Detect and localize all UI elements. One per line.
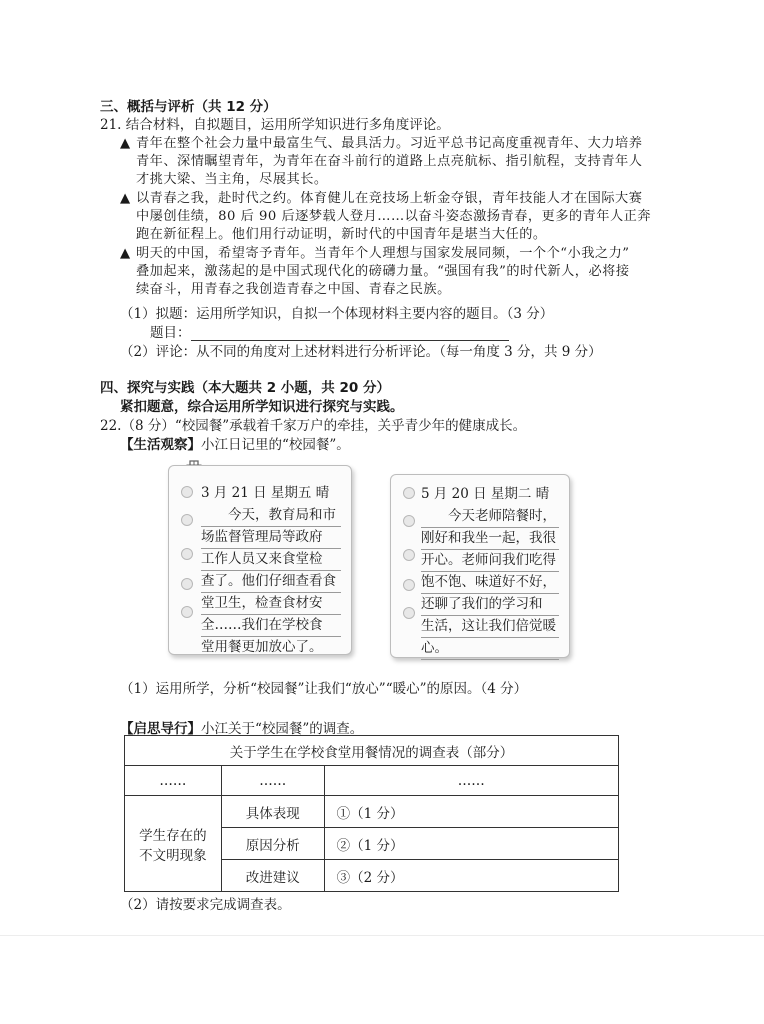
binder-hole-icon: [181, 548, 193, 560]
binder-hole-icon: [181, 578, 193, 590]
section-3-heading: 三、概括与评析（共 12 分）: [100, 99, 277, 115]
table-ellipsis-cell: ……: [324, 766, 618, 796]
diary-1-line: 堂卫生，检查食材安: [201, 592, 341, 615]
title-answer-row: [150, 321, 509, 341]
question-21-sub-1: （1）拟题：运用所学知识，自拟一个体现材料主要内容的题目。（3 分）: [120, 306, 554, 322]
section-4-heading: 四、探究与实践（本大题共 2 小题，共 20 分）: [100, 380, 390, 396]
material-2-line-3: 跑在新征程上。他们用行动证明，新时代的中国青年是堪当大任的。: [136, 227, 547, 242]
diary-1-line: 全……我们在学校食: [201, 614, 341, 637]
binder-hole-icon: [403, 607, 415, 619]
survey-table: [124, 735, 619, 892]
material-3-line-1: ▲ 明天的中国，希望寄予青年。当青年个人理想与国家发展同频，一个个“小我之力”: [120, 246, 630, 261]
table-answer-cell[interactable]: ①（1 分）: [324, 796, 618, 828]
material-2-line-2: 中屡创佳绩，80 后 90 后逐梦载人登月……以奋斗姿态激扬青春，更多的青年人正奔: [136, 209, 652, 224]
diary-1-line: 3 月 21 日 星期五 晴: [201, 485, 330, 501]
question-21-prompt: 21. 结合材料，自拟题目，运用所学知识进行多角度评论。: [100, 117, 450, 133]
question-22-sub-2: （2）请按要求完成调查表。: [120, 897, 291, 913]
page-divider: [0, 935, 764, 936]
diary-2-line: 饱不饱、味道好不好，: [421, 571, 559, 594]
table-answer-cell[interactable]: ②（1 分）: [324, 828, 618, 860]
binder-hole-icon: [181, 486, 193, 498]
material-1-line-2: 青年、深情瞩望青年，为青年在奋斗前行的道路上点亮航标、指引航程，支持青年人: [136, 154, 643, 169]
material-1-line-3: 才挑大梁、当主角，尽展其长。: [136, 172, 328, 187]
table-ellipsis-cell: ……: [221, 766, 324, 796]
table-ellipsis-cell: ……: [125, 766, 222, 796]
life-observation-row: [120, 433, 350, 453]
binder-hole-icon: [403, 579, 415, 591]
question-22-sub-1: （1）运用所学，分析“校园餐”让我们“放心”“暖心”的原因。（4 分）: [120, 681, 528, 697]
table-item-cell: 改进建议: [221, 860, 324, 892]
table-item-cell: 具体表现: [221, 796, 324, 828]
guide-label: 【启思导行】: [120, 721, 201, 737]
uncivilized-behavior-label: 学生存在的 不文明现象: [125, 796, 222, 892]
diary-2-line: 开心。老师问我们吃得: [421, 549, 559, 572]
triangle-bullet-icon: ▲: [120, 191, 131, 206]
material-3-line-2: 叠加起来，激荡起的是中国式现代化的磅礴力量。“强国有我”的时代新人，必将接: [136, 264, 630, 279]
binder-hole-icon: [403, 515, 415, 527]
guide-text: 小江关于“校园餐”的调查。: [201, 721, 364, 737]
binder-hole-icon: [403, 487, 415, 499]
diary-2-line: 生活，这让我们倍觉暖: [421, 615, 559, 638]
section-4-instruction: 紧扣题意，综合运用所学知识进行探究与实践。: [120, 399, 404, 415]
survey-table-title: 关于学生在学校食堂用餐情况的调查表（部分）: [125, 736, 619, 766]
diary-2-line: 刚好和我坐一起，我很: [421, 527, 559, 550]
material-1-line-1: ▲ 青年在整个社会力量中最富生气、最具活力。习近平总书记高度重视青年、大力培养: [120, 136, 643, 151]
diary-1-line: 场监督管理局等政府: [201, 526, 341, 549]
title-label: 题目：: [150, 325, 191, 341]
table-item-cell: 原因分析: [221, 828, 324, 860]
diary-2-line: 还聊了我们的学习和: [421, 593, 559, 616]
binder-hole-icon: [181, 606, 193, 618]
diary-2-line: 今天老师陪餐时，: [421, 505, 559, 528]
material-3-line-3: 续奋斗，用青春之我创造青春之中国、青春之民族。: [136, 282, 451, 297]
diary-note-1: [168, 465, 352, 655]
diary-2-line: 5 月 20 日 星期二 晴: [421, 486, 550, 502]
diary-2-line: 心。: [421, 637, 559, 660]
table-answer-cell[interactable]: ③（2 分）: [324, 860, 618, 892]
diary-note-2: [390, 474, 570, 658]
title-answer-line[interactable]: [191, 326, 509, 341]
life-observation-label: 【生活观察】: [120, 437, 201, 453]
diary-1-line: 工作人员又来食堂检: [201, 548, 341, 571]
life-observation-text: 小江日记里的“校园餐”。: [201, 437, 350, 453]
question-22-prompt: 22.（8 分）“校园餐”承载着千家万户的牵挂，关乎青少年的健康成长。: [100, 418, 527, 434]
question-21-sub-2: （2）评论：从不同的角度对上述材料进行分析评论。（每一角度 3 分，共 9 分）: [120, 344, 602, 360]
triangle-bullet-icon: ▲: [120, 246, 131, 261]
material-2-line-1: ▲ 以青春之我，赴时代之约。体育健儿在竞技场上斩金夺银，青年技能人才在国际大赛: [120, 191, 643, 206]
diary-1-line: 今天，教育局和市: [201, 504, 341, 527]
diary-1-line: 堂用餐更加放心了。: [201, 639, 323, 655]
binder-hole-icon: [181, 514, 193, 526]
binder-hole-icon: [403, 549, 415, 561]
diary-1-line: 查了。他们仔细查看食: [201, 570, 341, 593]
guide-row: [120, 717, 363, 737]
triangle-bullet-icon: ▲: [120, 136, 131, 151]
